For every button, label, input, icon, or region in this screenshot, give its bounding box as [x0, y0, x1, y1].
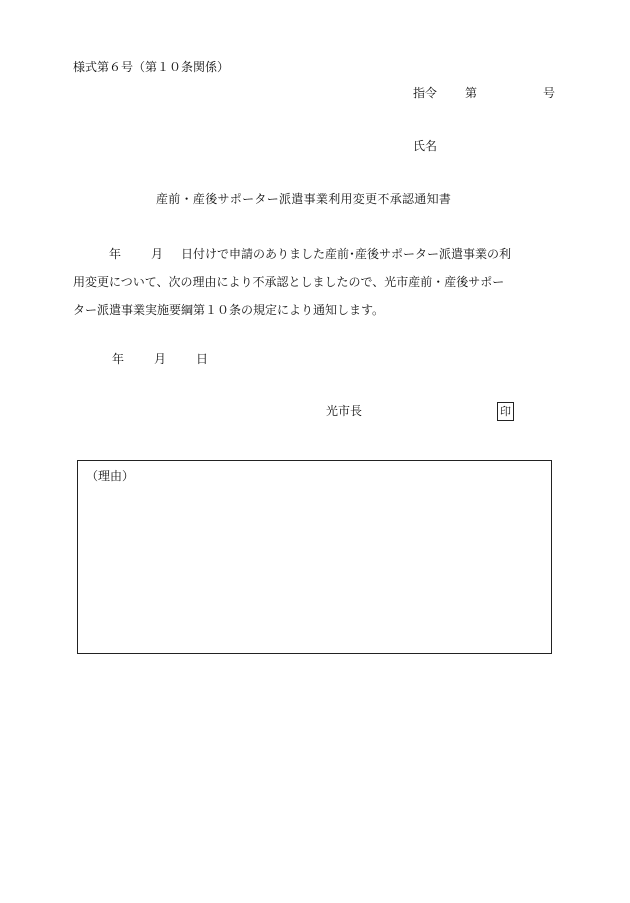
date-month: 月 — [154, 352, 167, 366]
notice-body — [73, 240, 559, 324]
issuer-name: 光市長 — [326, 404, 363, 418]
recipient-name-label: 氏名 — [413, 139, 438, 153]
date-day: 日 — [196, 352, 209, 366]
order-number-suffix: 号 — [543, 86, 556, 100]
issue-date — [112, 353, 208, 365]
body-year: 年 — [109, 247, 122, 261]
seal-mark: 印 — [497, 402, 514, 421]
body-line-1-rest: 日付けで申請のありました産前･産後サポーター派遣事業の利 — [181, 247, 512, 261]
body-line-2: 用変更について、次の理由により不承認としましたので、光市産前・産後サポー — [73, 275, 505, 289]
body-line-1 — [73, 240, 559, 268]
reason-label: （理由） — [86, 469, 135, 483]
reason-box — [77, 460, 552, 654]
date-year: 年 — [112, 352, 125, 366]
body-month: 月 — [151, 247, 164, 261]
form-number: 様式第６号（第１０条関係） — [73, 60, 230, 74]
order-prefix: 指令 — [413, 86, 438, 100]
body-line-3: ター派遣事業実施要綱第１０条の規定により通知します。 — [73, 303, 385, 317]
order-number-prefix: 第 — [465, 86, 478, 100]
document-title: 産前・産後サポーター派遣事業利用変更不承認通知書 — [156, 192, 452, 206]
